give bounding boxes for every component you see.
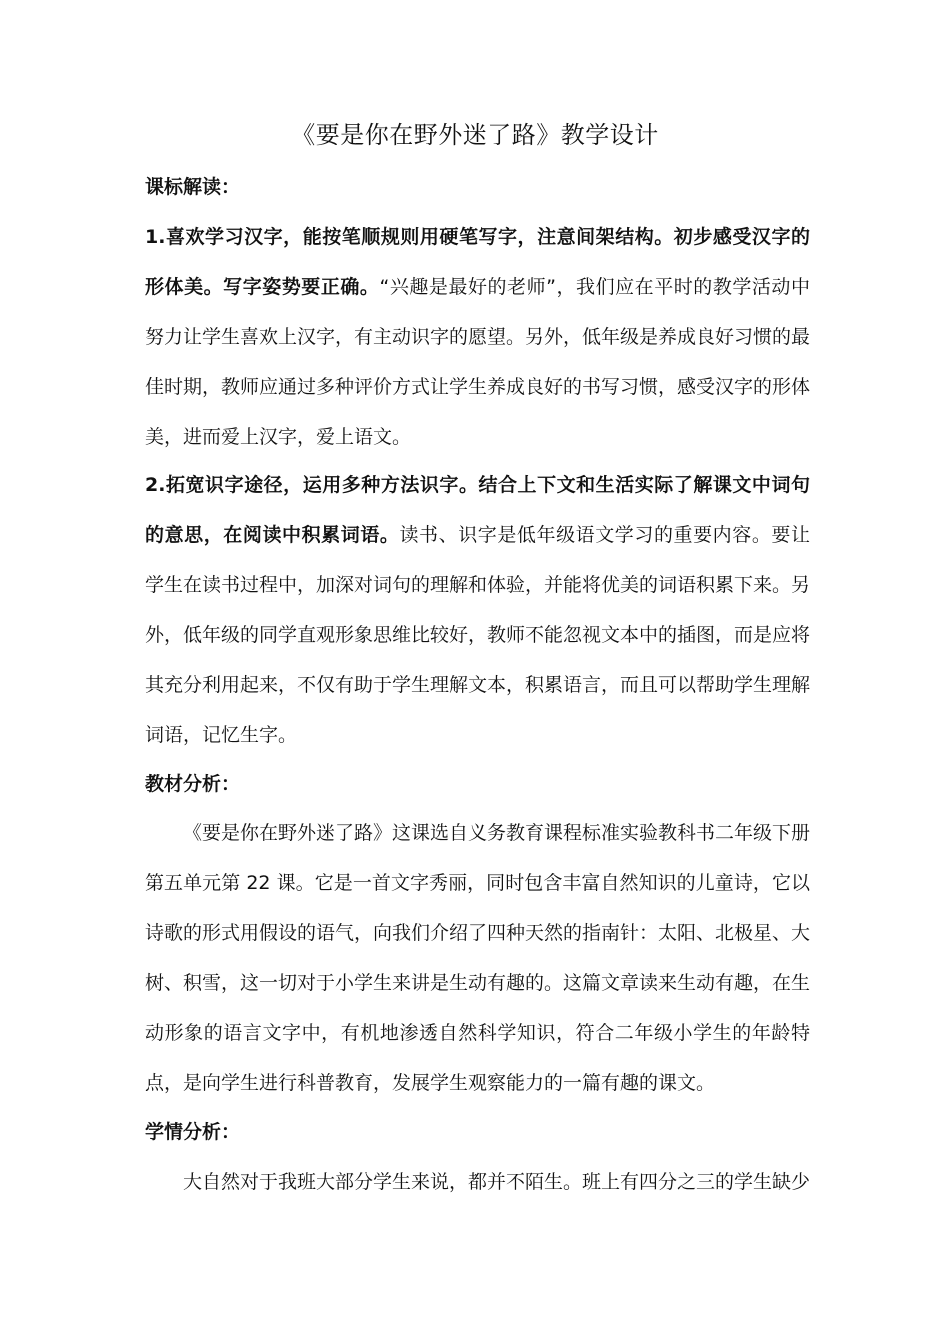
curriculum-item-1 — [145, 212, 810, 462]
curriculum-item-1-text: “兴趣是最好的老师”，我们应在平时的教学活动中努力让学生喜欢上汉字，有主动识字的愿望。另外，低年级是养成良好习惯的最佳时期，教师应通过多种评价方式让学生养成良好的书写习惯，感受汉字的形体美，进而爱上汉字，爱上语文。 — [145, 276, 811, 448]
student-analysis-paragraph: 大自然对于我班大部分学生来说，都并不陌生。班上有四分之三的学生缺少 — [183, 1171, 811, 1193]
curriculum-item-2-text: 读书、识字是低年级语文学习的重要内容。要让学生在读书过程中，加深对词句的理解和体验，并能将优美的词语积累下来。另外，低年级的同学直观形象思维比较好，教师不能忽视文本中的插图，而是应将其充分利用起来，不仅有助于学生理解文本，积累语言，而且可以帮助学生理解词语，记忆生字。 — [145, 524, 811, 746]
section-heading-curriculum: 课标解读： — [145, 176, 241, 198]
document-title: 《要是你在野外迷了路》教学设计 — [291, 121, 659, 149]
section-heading-student-analysis: 学情分析： — [145, 1121, 241, 1143]
textbook-analysis-paragraph: 《要是你在野外迷了路》这课选自义务教育课程标准实验教科书二年级下册第五单元第 22 课。它是一首文字秀丽，同时包含丰富自然知识的儿童诗，它以诗歌的形式用假设的语气，向我们介绍了四种天然的指南针：太阳、北极星、大树、积雪，这一切对于小学生来讲是生动有趣的。这篇文章读来生动有趣，在生动形象的语言文字中，有机地渗透自然科学知识，符合二年级小学生的年龄特点，是向学生进行科普教育，发展学生观察能力的一篇有趣的课文。 — [145, 822, 811, 1094]
section-heading-textbook-analysis: 教材分析： — [145, 773, 241, 795]
curriculum-item-1-key-point: 1.喜欢学习汉字，能按笔顺规则用硬笔写字，注意间架结构。初步感受汉字的形体美。写字姿势要正确。 — [145, 226, 810, 298]
curriculum-item-2 — [145, 460, 810, 760]
curriculum-item-2-key-point: 2.拓宽识字途径，运用多种方法识字。结合上下文和生活实际了解课文中词句的意思，在阅读中积累词语。 — [145, 474, 810, 546]
